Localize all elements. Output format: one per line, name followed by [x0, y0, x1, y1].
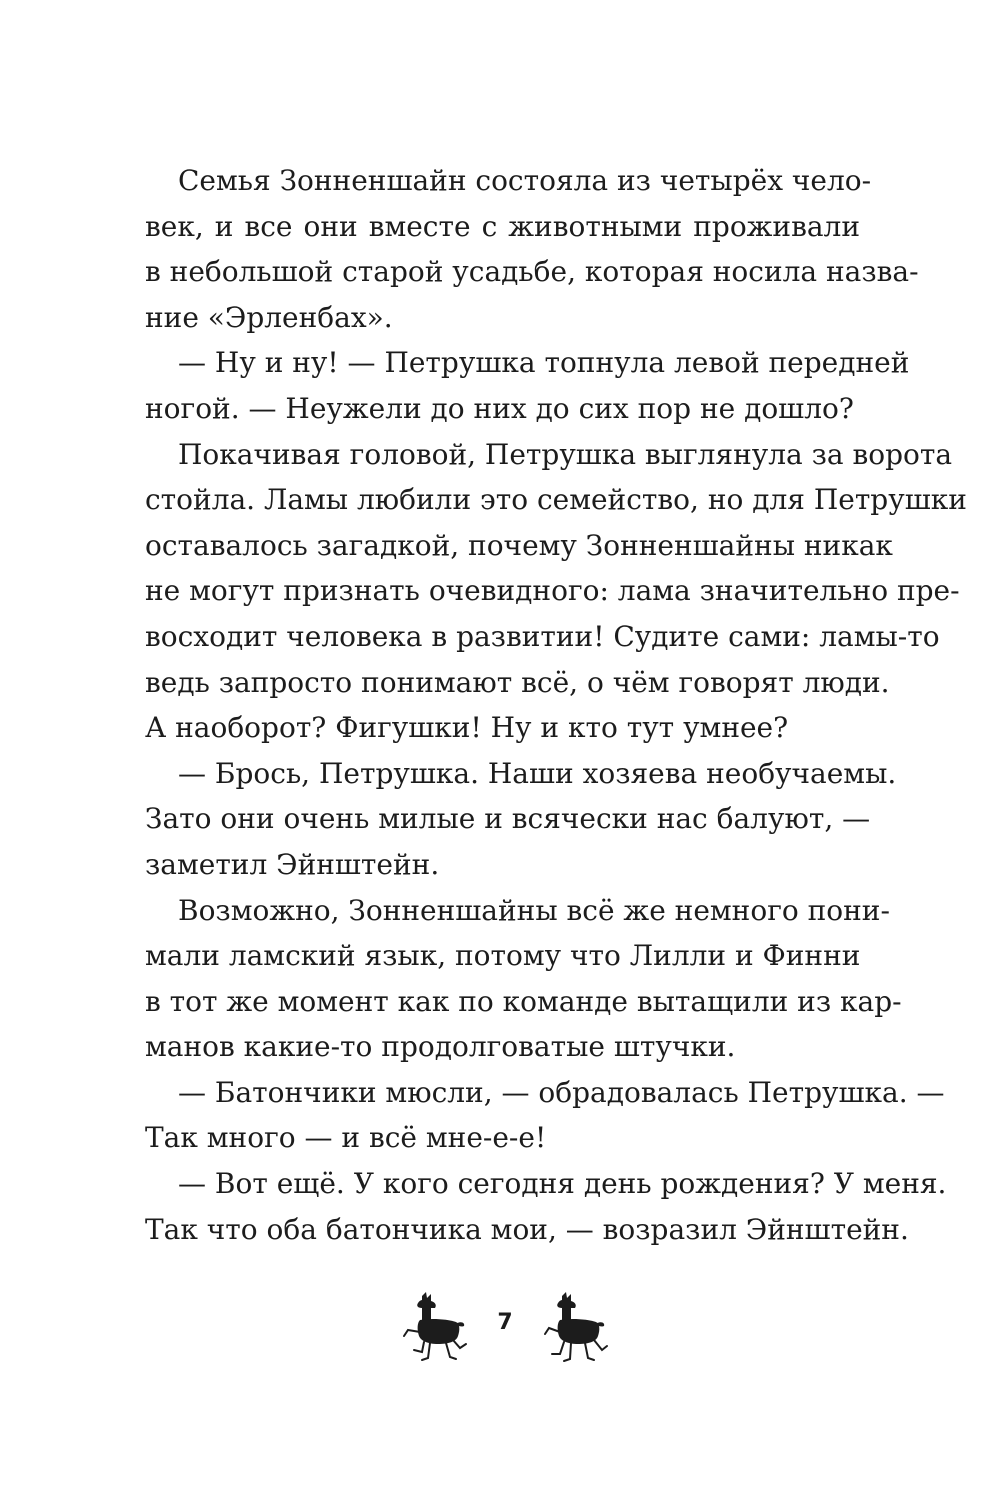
text-line: заметил Эйнштейн.: [145, 847, 440, 881]
text-line: ведь запросто понимают всё, о чём говорят люди.: [145, 665, 890, 699]
text-line: Семья Зонненшайн состояла из четырёх чело-: [178, 164, 872, 197]
text-line: в тот же момент как по команде вытащили из кар-: [145, 984, 902, 1018]
text-line: — Вот ещё. У кого сегодня день рождения? У меня.: [178, 1167, 947, 1201]
text-line: в небольшой старой усадьбе, которая носила назва-: [145, 255, 919, 289]
text-line: манов какие-то продолговатые штучки.: [145, 1030, 736, 1064]
text-line: Покачивая головой, Петрушка выглянула за ворота: [178, 437, 953, 471]
text-line: — Брось, Петрушка. Наши хозяева необучаемы.: [178, 756, 897, 790]
text-line: мали ламский язык, потому что Лилли и Финни: [145, 939, 861, 973]
text-line: Зато они очень милые и всячески нас балуют, —: [145, 802, 871, 836]
text-line: не могут признать очевидного: лама значительно пре-: [145, 574, 960, 608]
text-line: Так что оба батончика мои, — возразил Эйнштейн.: [145, 1212, 909, 1246]
text-line: ногой. — Неужели до них до сих пор не дошло?: [145, 391, 854, 425]
page-number: 7: [497, 1310, 513, 1335]
text-line: — Батончики мюсли, — обрадовалась Петрушка. —: [178, 1075, 945, 1109]
text-line: стойла. Ламы любили это семейство, но для Петрушки: [145, 483, 967, 517]
llama-icon: [400, 1292, 470, 1368]
text-line: ние «Эрленбах».: [145, 300, 393, 334]
llama-icon: [540, 1292, 610, 1368]
text-line: век, и все они вместе с животными проживали: [145, 209, 860, 243]
text-line: — Ну и ну! — Петрушка топнула левой передней: [178, 346, 910, 380]
text-line: оставалось загадкой, почему Зонненшайны никак: [145, 528, 893, 562]
body-text: [145, 158, 967, 1252]
text-line: Так много — и всё мне-е-е!: [145, 1121, 547, 1155]
text-line: Возможно, Зонненшайны всё же немного пони-: [178, 893, 890, 927]
page-footer: [400, 1292, 610, 1372]
text-line: восходит человека в развитии! Судите сами: ламы-то: [145, 619, 940, 653]
text-line: А наоборот? Фигушки! Ну и кто тут умнее?: [145, 711, 789, 745]
